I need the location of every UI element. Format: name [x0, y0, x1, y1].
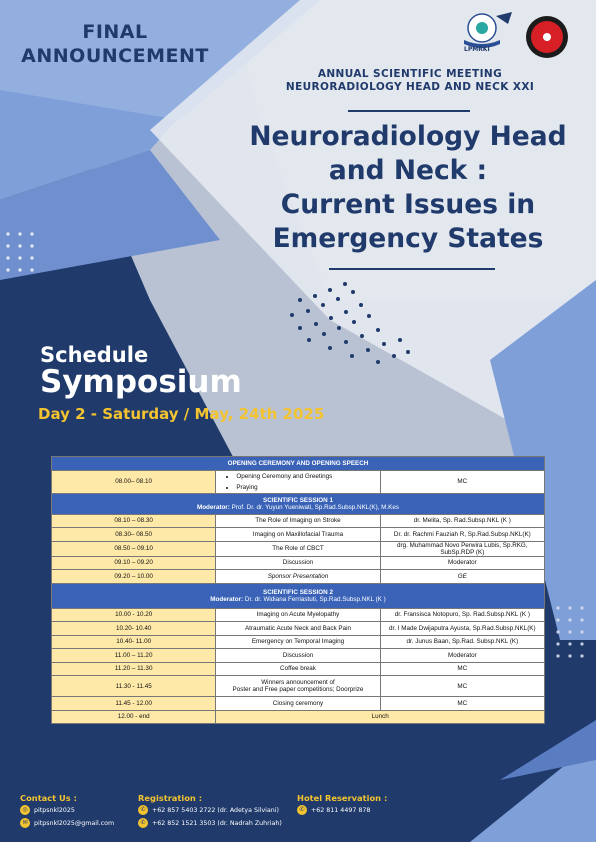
- phone-icon: ✆: [138, 818, 148, 828]
- final-announcement-title: [0, 20, 230, 68]
- hotel-phone-line[interactable]: [297, 805, 437, 815]
- reg-phone2-line[interactable]: [138, 818, 298, 828]
- lpmrki-label: LPMRKI: [464, 46, 490, 53]
- speaker-cell: Dr. dr. Rachmi Fauziah R, Sp.Rad.Subsp.NKL(K): [380, 528, 544, 542]
- opening-header-row: [52, 457, 545, 471]
- topic-cell: Closing ceremony: [216, 697, 380, 711]
- speaker-cell: Moderator: [380, 556, 544, 570]
- logo-group: [456, 10, 586, 60]
- topic-cell: Imaging on Acute Myelopathy: [216, 608, 380, 622]
- topic-cell: [216, 470, 380, 493]
- reg-phone1-line[interactable]: [138, 805, 298, 815]
- email-address: pitpsnkl2025@gmail.com: [34, 819, 115, 827]
- time-cell: 11.20 – 11.30: [52, 662, 216, 676]
- radiation-emblem-icon: [531, 21, 563, 53]
- registration-title: Registration :: [138, 793, 203, 803]
- topic-line3: Current Issues in: [280, 189, 536, 220]
- time-cell: 10.00 - 10.20: [52, 608, 216, 622]
- table-row: [52, 622, 545, 636]
- instagram-icon: ◎: [20, 805, 30, 815]
- symposium-label: Symposium: [40, 364, 242, 400]
- final-line1: FINAL: [82, 21, 148, 43]
- registration-block: [138, 793, 298, 828]
- topic-line2: and Neck :: [328, 155, 488, 186]
- topic-cell: The Role of CBCT: [216, 541, 380, 556]
- hotel-title: Hotel Reservation :: [297, 793, 388, 803]
- time-cell: 08.10 – 08.30: [52, 514, 216, 528]
- schedule-table: [51, 456, 545, 724]
- meeting-line1: ANNUAL SCIENTIFIC MEETING: [317, 68, 503, 80]
- final-line2: ANNOUNCEMENT: [21, 45, 209, 67]
- time-cell: 08.00– 08.10: [52, 470, 216, 493]
- time-cell: 10.20- 10.40: [52, 622, 216, 636]
- topic-cell: Emergency on Temporal Imaging: [216, 635, 380, 649]
- session1-title: SCIENTIFIC SESSION 1: [263, 496, 333, 504]
- lunch-cell: Lunch: [216, 710, 545, 724]
- contact-block: [20, 793, 140, 828]
- meeting-name: [270, 68, 550, 94]
- topic-cell: Atraumatic Acute Neck and Back Pain: [216, 622, 380, 636]
- radiology-society-logo: [526, 16, 568, 58]
- speaker-cell: dr. I Made Dwijaputra Ayusta, Sp.Rad.Subsp.NKL(K): [380, 622, 544, 636]
- speaker-cell: GE: [380, 570, 544, 584]
- instagram-line[interactable]: [20, 805, 140, 815]
- topic-cell: [216, 676, 380, 697]
- topic-cell: Discussion: [216, 649, 380, 663]
- speaker-cell: MC: [380, 697, 544, 711]
- speaker-cell: dr. Junus Baan, Sp.Rad. Subsp.NKL (K): [380, 635, 544, 649]
- table-row: [52, 710, 545, 724]
- time-cell: 11.30 - 11.45: [52, 676, 216, 697]
- topic-cell: The Role of Imaging on Stroke: [216, 514, 380, 528]
- table-row: [52, 514, 545, 528]
- divider-top: [348, 110, 470, 112]
- event-topic: [228, 120, 588, 256]
- table-row: [52, 570, 545, 584]
- table-row: [52, 697, 545, 711]
- topic-cell: Sponsor Presentation: [216, 570, 380, 584]
- email-line[interactable]: [20, 818, 140, 828]
- hotel-block: [297, 793, 437, 815]
- table-row: [52, 608, 545, 622]
- day-label: Day 2 - Saturday / May, 24th 2025: [38, 405, 325, 423]
- instagram-handle: pitpsnkl2025: [34, 806, 75, 814]
- time-cell: 08.50 – 09.10: [52, 541, 216, 556]
- table-row: [52, 528, 545, 542]
- list-item: • Opening Ceremony and Greetings: [236, 471, 377, 482]
- table-row: [52, 470, 545, 493]
- time-cell: 11.45 - 12.00: [52, 697, 216, 711]
- table-row: [52, 556, 545, 570]
- session1-header-row: [52, 493, 545, 514]
- topic-line4: Emergency States: [272, 223, 544, 254]
- opening-items: [218, 471, 377, 493]
- table-row: [52, 635, 545, 649]
- topic-cell: Discussion: [216, 556, 380, 570]
- session2-title: SCIENTIFIC SESSION 2: [263, 588, 333, 596]
- opening-header: OPENING CEREMONY AND OPENING SPEECH: [52, 457, 545, 471]
- session1-moderator: Moderator: Prof. Dr. dr. Yuyun Yueniwati, Sp.Rad.Subsp.NKL(K), M.Kes: [196, 503, 400, 511]
- email-icon: ✉: [20, 818, 30, 828]
- table-row: [52, 649, 545, 663]
- contact-title: Contact Us :: [20, 793, 77, 803]
- list-item: • Praying: [236, 482, 377, 493]
- session1-header: [52, 493, 545, 514]
- topic-line: Poster and Free paper competitions; Doorprize: [232, 686, 364, 693]
- speaker-cell: MC: [380, 470, 544, 493]
- topic-line: Winners announcement of: [261, 679, 335, 686]
- speaker-cell: MC: [380, 662, 544, 676]
- session2-header: [52, 583, 545, 608]
- table-row: [52, 541, 545, 556]
- table-row: [52, 676, 545, 697]
- topic-cell: Imaging on Maxillofacial Trauma: [216, 528, 380, 542]
- lpmrki-emblem-icon: [456, 10, 518, 50]
- schedule-label: Schedule: [40, 343, 149, 367]
- phone-icon: ✆: [138, 805, 148, 815]
- phone-icon: ✆: [297, 805, 307, 815]
- meeting-line2: NEURORADIOLOGY HEAD AND NECK XXI: [285, 81, 535, 93]
- topic-line1: Neuroradiology Head: [249, 121, 567, 152]
- time-cell: 09.20 – 10.00: [52, 570, 216, 584]
- speaker-cell: MC: [380, 676, 544, 697]
- time-cell: 08.30– 08.50: [52, 528, 216, 542]
- time-cell: 10.40- 11.00: [52, 635, 216, 649]
- speaker-cell: drg. Muhammad Novo Perwira Lubis, Sp.RKG, SubSp.RDP (K): [380, 541, 544, 556]
- time-cell: 11.00 – 11.20: [52, 649, 216, 663]
- speaker-cell: Moderator: [380, 649, 544, 663]
- divider-bottom: [329, 268, 495, 270]
- session2-header-row: [52, 583, 545, 608]
- time-cell: 12.00 - end: [52, 710, 216, 724]
- time-cell: 09.10 – 09.20: [52, 556, 216, 570]
- reg-phone1: +62 857 5403 2722 (dr. Adetya Silviani): [152, 806, 279, 814]
- speaker-cell: dr. Fransisca Notopuro, Sp. Rad.Subsp.NKL (K ): [380, 608, 544, 622]
- hotel-phone: +62 811 4497 878: [311, 806, 371, 814]
- reg-phone2: +62 852 1521 3503 (dr. Nadrah Zuhriah): [152, 819, 282, 827]
- topic-cell: Coffee break: [216, 662, 380, 676]
- speaker-cell: dr. Melita, Sp. Rad.Subsp.NKL (K ): [380, 514, 544, 528]
- lpmrki-logo: [456, 10, 518, 60]
- table-row: [52, 662, 545, 676]
- session2-moderator: Moderator: Dr. dr. Widiana Ferriastuti, Sp.Rad.Subsp.NKL (K ): [210, 595, 386, 603]
